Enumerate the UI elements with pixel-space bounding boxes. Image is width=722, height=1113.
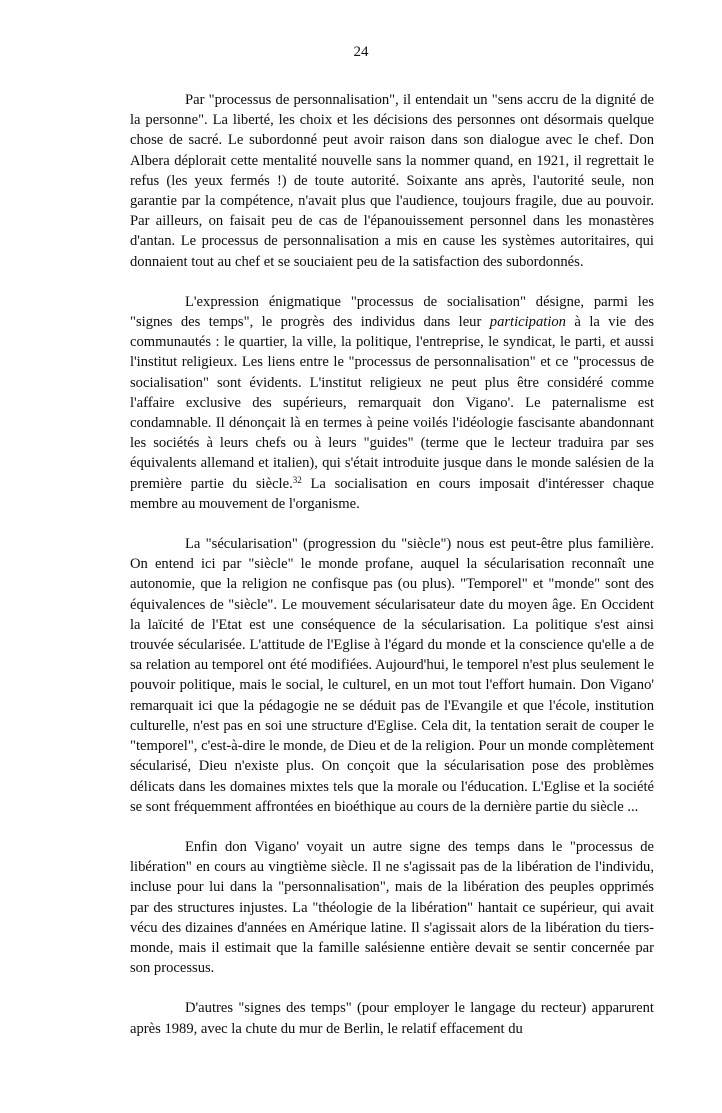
paragraph-secularisation: La "sécularisation" (progression du "siècle") nous est peut-être plus familière. On entend ici par "siècle" le monde profane, auquel la sécularisation reconnaît une autonomie, que la religion ne confisque pas (ou plus). "Temporel" et "monde" sont des équivalences de "siècle". Le mouvement sécularisateur date du moyen âge. En Occident la laïcité de l'Etat est une conséquence de la sécularisation. La politique s'est ainsi trouvée sécularisée. L'attitude de l'Eglise à l'égard du monde et la conscience qu'elle a de sa relation au temporel ont été modifiées. Aujourd'hui, le temporel n'est plus seulement le pouvoir politique, mais le social, le culturel, en un mot tout l'effort humain. Don Vigano' remarquait ici que la pédagogie ne se déduit pas de l'Evangile et que l'école, institution culturelle, n'est pas en soi une structure d'Eglise. Cela dit, la tentation serait de couper le "temporel", c'est-à-dire le monde, de Dieu et de la religion. Pour un monde complètement sécularisé, Dieu n'existe plus. On conçoit que la sécularisation pose des problèmes délicats dans les domaines mixtes tels que la morale ou l'éducation. L'Eglise et la société se sont fréquemment affrontées en bioéthique au cours de la dernière partie du siècle ... [130, 536, 654, 815]
paragraph-socialisation [130, 292, 654, 514]
paragraph-liberation: Enfin don Vigano' voyait un autre signe des temps dans le "processus de libération" en cours au vingtième siècle. Il ne s'agissait pas de la libération de l'individu, incluse pour lui dans la "personnalisation", mais de la libération des peuples opprimés par des structures injustes. La "théologie de la libération" hantait ce supérieur, qui avait vécu des dizaines d'années en Amérique latine. Il s'agissait alors de la libération du tiers-monde, mais il estimait que la famille salésienne entière devait se sentir concernée par son processus. [130, 838, 654, 977]
paragraph-personnalisation: Par "processus de personnalisation", il entendait un "sens accru de la dignité de la personne". La liberté, les choix et les décisions des personnes ont désormais quelque chose de sacré. Le subordonné peut avoir raison dans son dialogue avec le chef. Don Albera déplorait cette mentalité nouvelle sans la nommer quand, en 1921, il regrettait le refus (les yeux fermés !) de toute autorité. Soixante ans après, l'autorité seule, non garantie par la compétence, n'avait plus que l'audience, toujours fragile, due au pouvoir. Par ailleurs, on faisait peu de cas de l'épanouissement personnel dans les monastères d'antan. Le processus de personnalisation a mis en cause les systèmes autoritaires, qui donnaient tout au chef et se souciaient peu de la satisfaction des subordonnés. [130, 92, 654, 270]
paragraph-socialisation-part-1: L'expression énigmatique "processus de socialisation" désigne, parmi les "signes des temps", le progrès des individus dans leur [130, 293, 654, 331]
paragraph-socialisation-part-3: La socialisation en cours imposait d'intéresser chaque membre au mouvement de l'organisme. [130, 475, 655, 512]
body-text [130, 90, 654, 1039]
paragraph-socialisation-part-2: à la vie des communautés : le quartier, la ville, la politique, l'entreprise, le syndicat, le parti, et aussi l'institut religieux. Les liens entre le "processus de personnalisation" et ce "processus de socialisation" sont évidents. L'institut religieux ne peut plus être considéré comme l'affaire exclusive des supérieurs, remarquait don Vigano'. Le paternalisme est condamnable. Il dénonçait là en termes à peine voilés l'idéologie fascisante abandonnant les sociétés à leurs chefs ou à leurs "guides" (terme que le lecteur traduira par ses équivalents allemand et italien), qui s'était introduite jusque dans le monde salésien de la première partie du siècle. [130, 314, 654, 492]
emphasis-participation: participation [489, 314, 566, 331]
paragraph-signes-des-temps: D'autres "signes des temps" (pour employer le langage du recteur) apparurent après 1989, avec la chute du mur de Berlin, le relatif effacement du [130, 1000, 654, 1037]
footnote-ref-32: 32 [292, 474, 302, 485]
page-number: 24 [353, 44, 369, 60]
